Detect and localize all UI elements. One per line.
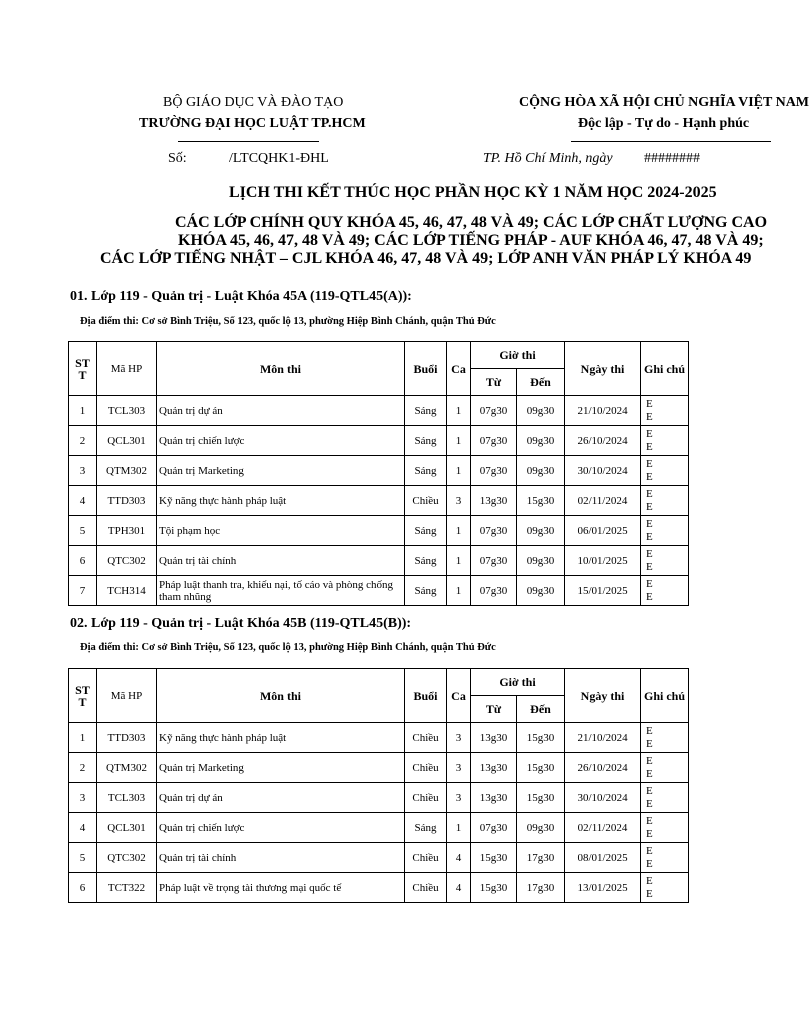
header-ma-hp: Mã HP [97,669,157,723]
header-buoi: Buổi [405,342,447,396]
header-buoi: Buổi [405,669,447,723]
cell-den: 17g30 [517,873,565,903]
header-ngay-thi: Ngày thi [565,669,641,723]
header-ma-hp: Mã HP [97,342,157,396]
cell-den: 09g30 [517,576,565,606]
cell-ngay-thi: 21/10/2024 [565,723,641,753]
cell-extra: E E [641,783,689,813]
cell-tu: 07g30 [471,456,517,486]
table-row [69,426,689,456]
date-place: TP. Hồ Chí Minh, ngày [483,151,613,166]
cell-extra: E E [641,426,689,456]
cell-tu: 07g30 [471,546,517,576]
cell-buoi: Sáng [405,576,447,606]
table-row [69,456,689,486]
cell-ngay-thi: 06/01/2025 [565,516,641,546]
header-den: Đến [517,696,565,723]
cell-extra: E E [641,576,689,606]
date-value: ######## [644,151,700,166]
table-row [69,546,689,576]
header-stt: ST T [69,342,97,396]
header-ngay-thi: Ngày thi [565,342,641,396]
cell-ngay-thi: 02/11/2024 [565,813,641,843]
cell-mon-thi: Kỹ năng thực hành pháp luật [157,486,405,516]
cell-stt: 3 [69,783,97,813]
header-tu: Từ [471,696,517,723]
cell-extra: E E [641,516,689,546]
cell-ngay-thi: 13/01/2025 [565,873,641,903]
cell-ma-hp: TCT322 [97,873,157,903]
cell-buoi: Sáng [405,546,447,576]
cell-ma-hp: TTD303 [97,723,157,753]
cell-tu: 13g30 [471,486,517,516]
table-row [69,753,689,783]
cell-ngay-thi: 30/10/2024 [565,456,641,486]
cell-ma-hp: QTM302 [97,753,157,783]
cell-extra: E E [641,486,689,516]
cell-ca: 1 [447,516,471,546]
cell-extra: E E [641,873,689,903]
cell-stt: 5 [69,516,97,546]
cell-mon-thi: Pháp luật thanh tra, khiếu nại, tố cáo và phòng chống tham nhũng [157,576,405,606]
cell-mon-thi: Quản trị dự án [157,783,405,813]
cell-ma-hp: TPH301 [97,516,157,546]
schedule-subtitle-line-1: CÁC LỚP CHÍNH QUY KHÓA 45, 46, 47, 48 VÀ 49; CÁC LỚP CHẤT LƯỢNG CAO [175,214,768,231]
cell-buoi: Chiều [405,723,447,753]
cell-ma-hp: TCL303 [97,396,157,426]
cell-mon-thi: Quản trị dự án [157,396,405,426]
cell-ca: 3 [447,723,471,753]
cell-ngay-thi: 30/10/2024 [565,783,641,813]
header-left-underline [178,141,319,142]
cell-ma-hp: QTC302 [97,546,157,576]
cell-ma-hp: QTC302 [97,843,157,873]
cell-den: 09g30 [517,516,565,546]
cell-stt: 1 [69,396,97,426]
header-ca: Ca [447,669,471,723]
cell-extra: E E [641,753,689,783]
cell-extra: E E [641,396,689,426]
table-row [69,576,689,606]
cell-ngay-thi: 10/01/2025 [565,546,641,576]
cell-ma-hp: QCL301 [97,813,157,843]
section-1-heading: 01. Lớp 119 - Quản trị - Luật Khóa 45A (119-QTL45(A)): [70,289,412,304]
cell-buoi: Chiều [405,843,447,873]
table-row [69,723,689,753]
section-2-heading: 02. Lớp 119 - Quản trị - Luật Khóa 45B (119-QTL45(B)): [70,616,412,631]
schedule-subtitle-line-3: CÁC LỚP TIẾNG NHẬT – CJL KHÓA 46, 47, 48 VÀ 49; LỚP ANH VĂN PHÁP LÝ KHÓA 49 [100,250,752,267]
cell-tu: 15g30 [471,873,517,903]
cell-stt: 6 [69,546,97,576]
header-gio-thi: Giờ thi [471,669,565,696]
table-row [69,396,689,426]
cell-mon-thi: Quản trị Marketing [157,456,405,486]
cell-ma-hp: TCL303 [97,783,157,813]
cell-ngay-thi: 26/10/2024 [565,753,641,783]
university-name: TRƯỜNG ĐẠI HỌC LUẬT TP.HCM [139,116,366,131]
cell-ca: 1 [447,456,471,486]
schedule-subtitle-line-2: KHÓA 45, 46, 47, 48 VÀ 49; CÁC LỚP TIẾNG PHÁP - AUF KHÓA 46, 47, 48 VÀ 49; [178,232,764,249]
cell-ca: 3 [447,783,471,813]
cell-ca: 4 [447,843,471,873]
cell-stt: 7 [69,576,97,606]
cell-den: 09g30 [517,813,565,843]
cell-ca: 1 [447,813,471,843]
table-row [69,783,689,813]
cell-extra: E E [641,723,689,753]
cell-tu: 15g30 [471,843,517,873]
cell-ca: 1 [447,576,471,606]
cell-den: 15g30 [517,783,565,813]
cell-den: 15g30 [517,723,565,753]
cell-buoi: Sáng [405,813,447,843]
cell-den: 15g30 [517,753,565,783]
cell-stt: 3 [69,456,97,486]
cell-ca: 1 [447,546,471,576]
cell-ngay-thi: 15/01/2025 [565,576,641,606]
cell-ngay-thi: 08/01/2025 [565,843,641,873]
header-tu: Từ [471,369,517,396]
cell-tu: 13g30 [471,783,517,813]
cell-mon-thi: Quản trị chiến lược [157,426,405,456]
cell-ngay-thi: 26/10/2024 [565,426,641,456]
cell-buoi: Chiều [405,783,447,813]
cell-den: 09g30 [517,426,565,456]
cell-ca: 1 [447,396,471,426]
cell-mon-thi: Tội phạm học [157,516,405,546]
cell-stt: 4 [69,486,97,516]
section-1-exam-table [68,341,689,606]
cell-ma-hp: QTM302 [97,456,157,486]
cell-den: 09g30 [517,396,565,426]
table-row [69,516,689,546]
cell-tu: 07g30 [471,396,517,426]
cell-extra: E E [641,456,689,486]
cell-tu: 07g30 [471,516,517,546]
section-1-location: Địa điểm thi: Cơ sở Bình Triệu, Số 123, quốc lộ 13, phường Hiệp Bình Chánh, quận Thủ Đức [80,316,496,327]
header-gio-thi: Giờ thi [471,342,565,369]
table-row [69,813,689,843]
ministry-name: BỘ GIÁO DỤC VÀ ĐÀO TẠO [163,95,344,110]
cell-mon-thi: Quản trị Marketing [157,753,405,783]
header-den: Đến [517,369,565,396]
cell-buoi: Sáng [405,426,447,456]
header-right-underline [571,141,771,142]
cell-ca: 4 [447,873,471,903]
cell-tu: 13g30 [471,753,517,783]
republic-name: CỘNG HÒA XÃ HỘI CHỦ NGHĨA VIỆT NAM [519,95,809,110]
header-ca: Ca [447,342,471,396]
cell-mon-thi: Pháp luật về trọng tài thương mại quốc tế [157,873,405,903]
table-row [69,873,689,903]
cell-buoi: Chiều [405,753,447,783]
section-2-exam-table [68,668,689,903]
header-mon-thi: Môn thi [157,342,405,396]
cell-den: 09g30 [517,456,565,486]
cell-buoi: Chiều [405,486,447,516]
cell-extra: E E [641,546,689,576]
cell-den: 17g30 [517,843,565,873]
header-extra: Ghi chú [641,342,689,396]
cell-buoi: Sáng [405,456,447,486]
cell-extra: E E [641,813,689,843]
cell-tu: 07g30 [471,426,517,456]
document-number: /LTCQHK1-ĐHL [229,151,329,166]
section-2-location: Địa điểm thi: Cơ sở Bình Triệu, Số 123, quốc lộ 13, phường Hiệp Bình Chánh, quận Thủ Đức [80,642,496,653]
cell-stt: 4 [69,813,97,843]
cell-buoi: Sáng [405,516,447,546]
table-row [69,486,689,516]
cell-tu: 07g30 [471,576,517,606]
cell-den: 09g30 [517,546,565,576]
cell-ma-hp: QCL301 [97,426,157,456]
cell-mon-thi: Quản trị tài chính [157,843,405,873]
cell-ngay-thi: 21/10/2024 [565,396,641,426]
cell-ngay-thi: 02/11/2024 [565,486,641,516]
cell-stt: 2 [69,426,97,456]
cell-buoi: Sáng [405,396,447,426]
document-number-label: Số: [168,151,187,166]
cell-ma-hp: TCH314 [97,576,157,606]
cell-mon-thi: Kỹ năng thực hành pháp luật [157,723,405,753]
cell-den: 15g30 [517,486,565,516]
cell-extra: E E [641,843,689,873]
cell-mon-thi: Quản trị chiến lược [157,813,405,843]
cell-mon-thi: Quản trị tài chính [157,546,405,576]
cell-stt: 2 [69,753,97,783]
cell-tu: 13g30 [471,723,517,753]
cell-buoi: Chiều [405,873,447,903]
table-row [69,843,689,873]
cell-stt: 5 [69,843,97,873]
cell-stt: 6 [69,873,97,903]
cell-stt: 1 [69,723,97,753]
header-extra: Ghi chú [641,669,689,723]
cell-ma-hp: TTD303 [97,486,157,516]
schedule-title: LỊCH THI KẾT THÚC HỌC PHẦN HỌC KỲ 1 NĂM HỌC 2024-2025 [229,184,717,201]
national-motto: Độc lập - Tự do - Hạnh phúc [578,116,750,131]
header-stt: ST T [69,669,97,723]
cell-ca: 1 [447,426,471,456]
cell-tu: 07g30 [471,813,517,843]
cell-ca: 3 [447,753,471,783]
cell-ca: 3 [447,486,471,516]
header-mon-thi: Môn thi [157,669,405,723]
